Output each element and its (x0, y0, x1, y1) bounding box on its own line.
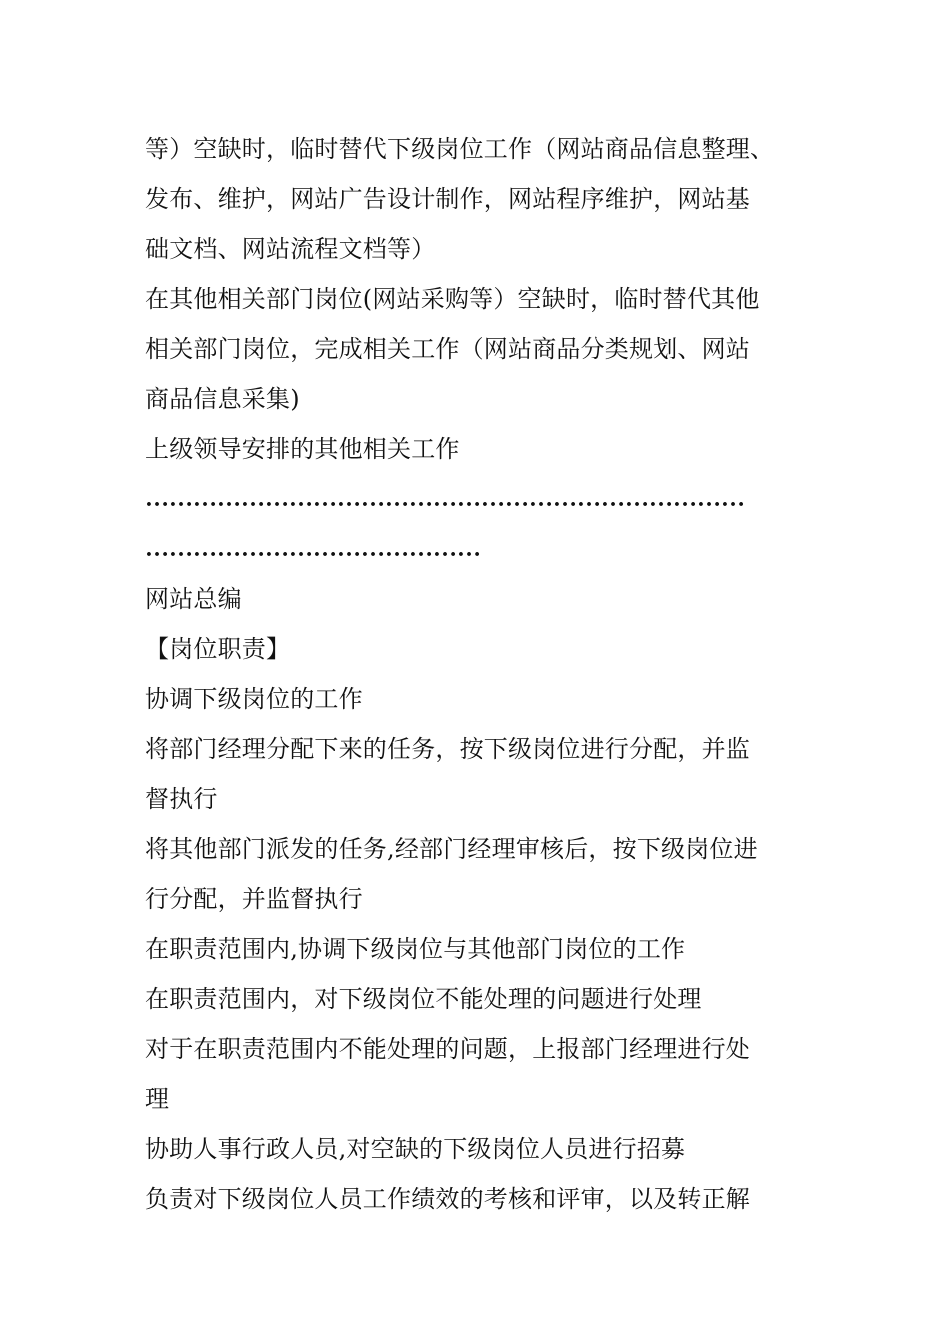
text-line: 行分配，并监督执行 (145, 885, 363, 913)
text-line: 对于在职责范围内不能处理的问题，上报部门经理进行处 (145, 1035, 750, 1063)
text-line: 在职责范围内，对下级岗位不能处理的问题进行处理 (145, 985, 702, 1013)
text-line: 商品信息采集) (145, 385, 300, 413)
text-line: 协助人事行政人员,对空缺的下级岗位人员进行招募 (145, 1135, 686, 1163)
text-line: 将部门经理分配下来的任务，按下级岗位进行分配，并监 (145, 735, 750, 763)
text-line: 督执行 (145, 785, 218, 813)
text-line: 在职责范围内,协调下级岗位与其他部门岗位的工作 (145, 935, 686, 963)
text-line: 协调下级岗位的工作 (145, 685, 363, 713)
text-line: 在其他相关部门岗位(网站采购等）空缺时，临时替代其他 (145, 285, 760, 313)
text-line: 相关部门岗位，完成相关工作（网站商品分类规划、网站 (145, 335, 750, 363)
document-body (145, 124, 805, 1224)
section-title: 网站总编 (145, 585, 242, 613)
text-line: 理 (145, 1085, 170, 1113)
text-line: 将其他部门派发的任务,经部门经理审核后，按下级岗位进 (145, 835, 758, 863)
text-line: 负责对下级岗位人员工作绩效的考核和评审，以及转正解 (145, 1185, 750, 1213)
text-line: 等）空缺时，临时替代下级岗位工作（网站商品信息整理、 (145, 135, 775, 163)
text-line: 上级领导安排的其他相关工作 (145, 435, 460, 463)
dotted-separator-line: …………………………………… (145, 536, 481, 562)
dotted-separator-line: ………………………………………………………………… (145, 486, 745, 512)
section-subtitle: 【岗位职责】 (145, 635, 291, 663)
text-line: 发布、维护，网站广告设计制作，网站程序维护，网站基 (145, 185, 750, 213)
text-line: 础文档、网站流程文档等） (145, 235, 436, 263)
